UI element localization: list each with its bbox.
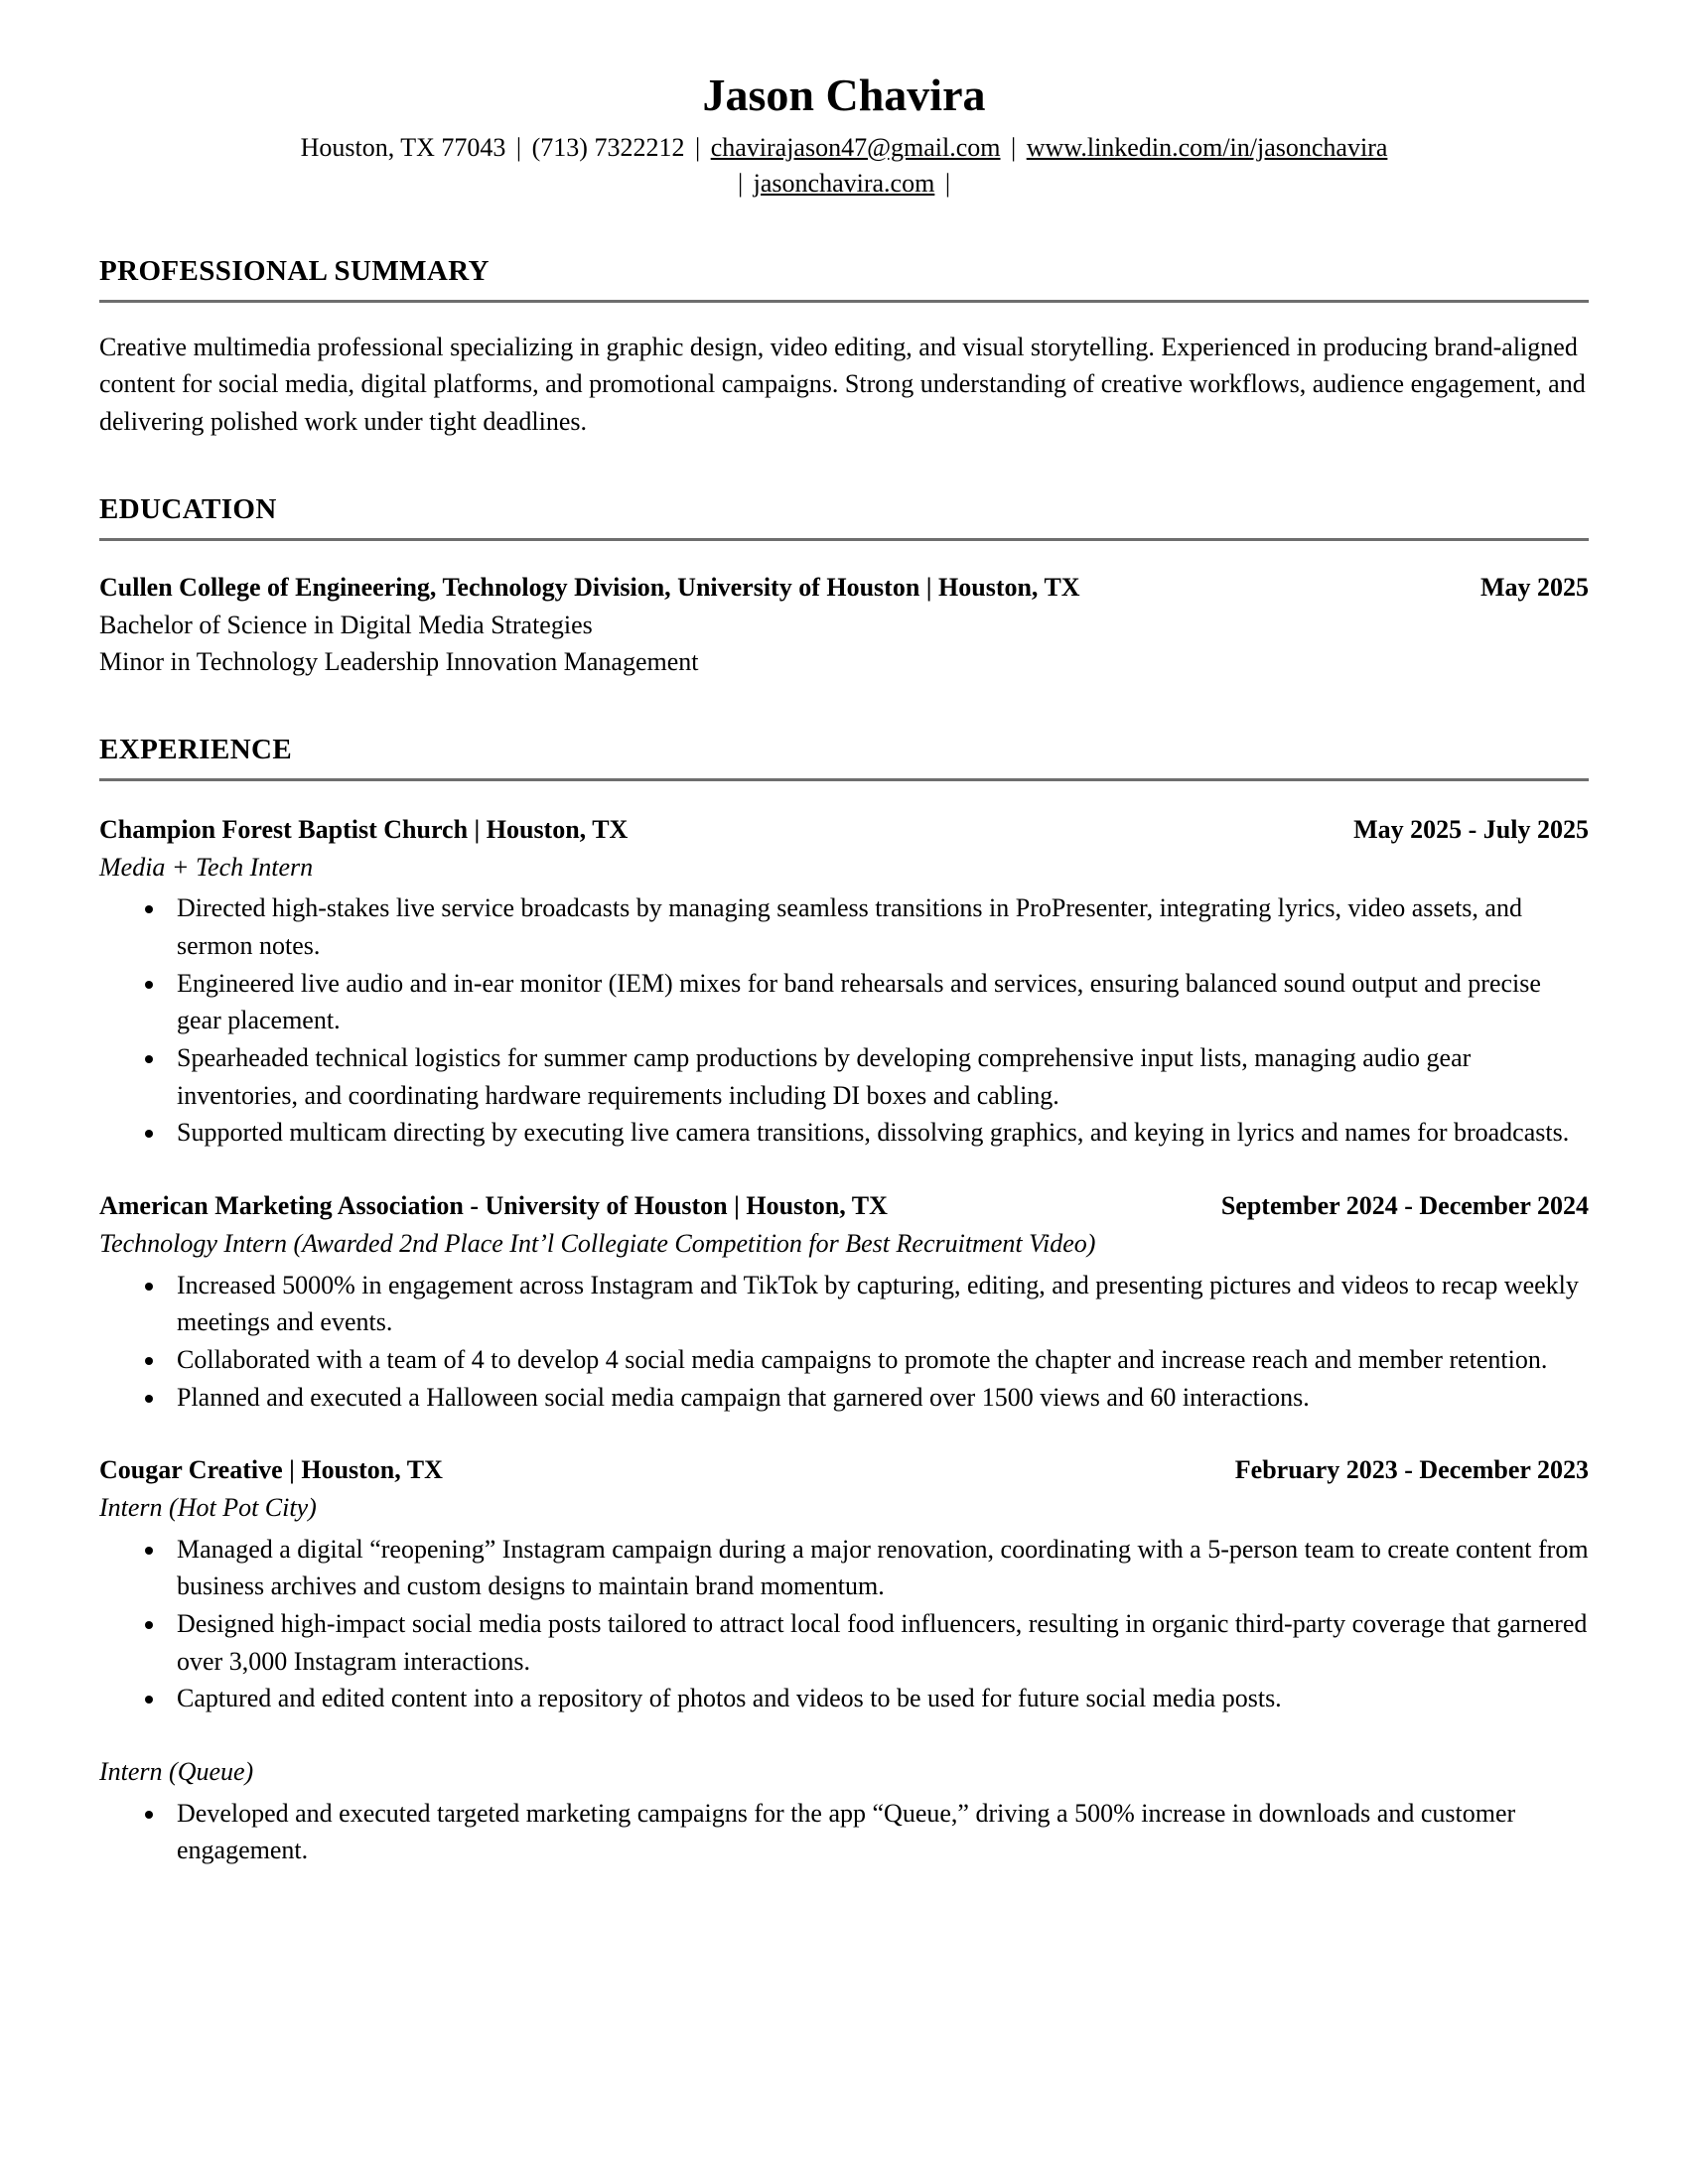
bullet-item: • Increased 5000% in engagement across Instagram and TikTok by capturing, editing, and presenting pictures and videos to recap weekly meetings and events. bbox=[167, 1267, 1589, 1341]
job-company: American Marketing Association - University of Houston | Houston, TX bbox=[99, 1191, 888, 1221]
bullet-item: • Captured and edited content into a repository of photos and videos to be used for future social media posts. bbox=[167, 1680, 1589, 1717]
contact-line-2 bbox=[99, 166, 1589, 202]
bullet-item: • Supported multicam directing by executing live camera transitions, dissolving graphics, and keying in lyrics and names for broadcasts. bbox=[167, 1114, 1589, 1152]
job-date: May 2025 - July 2025 bbox=[1353, 814, 1589, 844]
job-header bbox=[99, 811, 1589, 849]
job-entry bbox=[99, 1451, 1589, 1717]
job-header bbox=[99, 1451, 1589, 1489]
job-date: February 2023 - December 2023 bbox=[1234, 1455, 1589, 1485]
bullet-item: • Planned and executed a Halloween social media campaign that garnered over 1500 views and 60 interactions. bbox=[167, 1379, 1589, 1417]
bullet-item: • Managed a digital “reopening” Instagram campaign during a major renovation, coordinating with a 5-person team to create content from business archives and custom designs to maintain brand momentum. bbox=[167, 1531, 1589, 1605]
bullet-item: • Collaborated with a team of 4 to develop 4 social media campaigns to promote the chapter and increase reach and member retention. bbox=[167, 1341, 1589, 1379]
bullet-item: • Directed high-stakes live service broadcasts by managing seamless transitions in ProPresenter, integrating lyrics, video assets, and sermon notes. bbox=[167, 889, 1589, 964]
job-date: September 2024 - December 2024 bbox=[1220, 1191, 1589, 1221]
section-experience bbox=[99, 729, 1589, 1869]
candidate-name: Jason Chavira bbox=[702, 69, 986, 120]
website-link[interactable]: jasonchavira.com bbox=[753, 169, 935, 199]
contact-separator: | bbox=[694, 132, 701, 162]
job-entry bbox=[99, 811, 1589, 1152]
job-role: Technology Intern (Awarded 2nd Place Int’l Collegiate Competition for Best Recruitment Video) bbox=[99, 1228, 1096, 1258]
job-entry bbox=[99, 1187, 1589, 1416]
contact-location: Houston, TX 77043 bbox=[300, 132, 506, 162]
education-header bbox=[99, 569, 1589, 607]
bullet-list bbox=[99, 1267, 1589, 1417]
section-title-education: EDUCATION bbox=[99, 488, 1589, 541]
education-date: May 2025 bbox=[1479, 572, 1589, 602]
email-link[interactable]: chavirajason47@gmail.com bbox=[710, 132, 1001, 162]
section-title-summary: PROFESSIONAL SUMMARY bbox=[99, 250, 1589, 303]
bullet-list bbox=[99, 889, 1589, 1152]
education-minor: Minor in Technology Leadership Innovation Management bbox=[99, 647, 699, 677]
bullet-list bbox=[99, 1795, 1589, 1869]
job-company: Champion Forest Baptist Church | Houston, TX bbox=[99, 814, 629, 844]
contact-info bbox=[99, 130, 1589, 203]
contact-separator: | bbox=[944, 169, 951, 199]
education-degree: Bachelor of Science in Digital Media Strategies bbox=[99, 610, 593, 639]
contact-separator: | bbox=[737, 169, 744, 199]
job-role: Intern (Hot Pot City) bbox=[99, 1492, 317, 1522]
section-title-experience: EXPERIENCE bbox=[99, 729, 1589, 781]
linkedin-link[interactable]: www.linkedin.com/in/jasonchavira bbox=[1026, 132, 1388, 162]
bullet-item: • Developed and executed targeted marketing campaigns for the app “Queue,” driving a 500% increase in downloads and customer engagement. bbox=[167, 1795, 1589, 1869]
contact-separator: | bbox=[1011, 132, 1017, 162]
bullet-item: • Spearheaded technical logistics for summer camp productions by developing comprehensive input lists, managing audio gear inventories, and coordinating hardware requirements including DI boxes and cabling. bbox=[167, 1039, 1589, 1114]
job-company: Cougar Creative | Houston, TX bbox=[99, 1455, 443, 1485]
bullet-item: • Engineered live audio and in-ear monitor (IEM) mixes for band rehearsals and services, ensuring balanced sound output and precise gear placement. bbox=[167, 965, 1589, 1039]
bullet-item: • Designed high-impact social media posts tailored to attract local food influencers, resulting in organic third-party coverage that garnered over 3,000 Instagram interactions. bbox=[167, 1605, 1589, 1680]
summary-text: Creative multimedia professional specializing in graphic design, video editing, and visual storytelling. Experienced in producing brand-aligned content for social media, digital platforms, and promotional campaigns. Strong understanding of creative workflows, audience engagement, and delivering polished work under tight deadlines. bbox=[99, 332, 1586, 437]
bullet-list bbox=[99, 1531, 1589, 1717]
section-education bbox=[99, 488, 1589, 681]
job-role: Intern (Queue) bbox=[99, 1757, 254, 1787]
contact-separator: | bbox=[515, 132, 522, 162]
contact-phone: (713) 7322212 bbox=[531, 132, 685, 162]
job-header bbox=[99, 1187, 1589, 1225]
job-role: Media + Tech Intern bbox=[99, 852, 314, 882]
contact-line-1 bbox=[99, 130, 1589, 166]
education-institution: Cullen College of Engineering, Technology Division, University of Houston | Houston, TX bbox=[99, 572, 1080, 602]
job-entry bbox=[99, 1753, 1589, 1869]
section-professional-summary bbox=[99, 250, 1589, 441]
